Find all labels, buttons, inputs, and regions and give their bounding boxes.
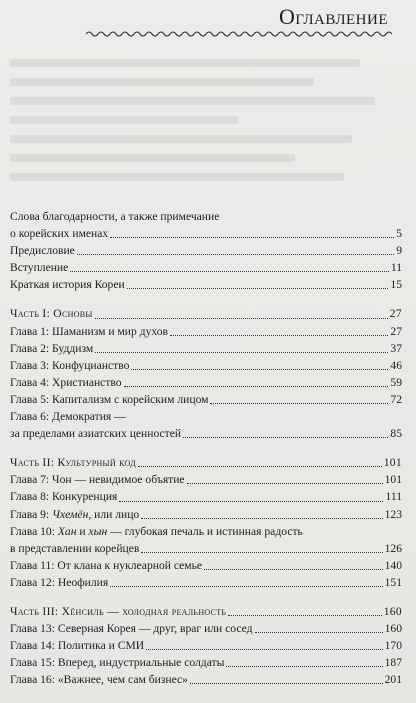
leader-dots xyxy=(110,236,394,238)
leader-dots xyxy=(124,385,389,387)
toc-page-number: 27 xyxy=(389,307,402,321)
toc-title: Вступление xyxy=(10,261,69,275)
leader-dots xyxy=(119,500,383,502)
toc-page-number: 11 xyxy=(390,261,402,275)
toc-entry-ch8 xyxy=(10,488,402,505)
ch10-italic-hyn: хын xyxy=(88,524,108,538)
toc-page-number: 59 xyxy=(390,375,402,389)
toc-entry-history xyxy=(10,276,402,293)
toc-title: Глава 11: От клана к нуклеарной семье xyxy=(10,558,203,572)
toc-ch10-line1 xyxy=(10,523,402,540)
table-of-contents xyxy=(10,208,402,688)
toc-page-number: 126 xyxy=(384,541,402,555)
leader-dots xyxy=(210,402,388,404)
toc-part-2 xyxy=(10,454,402,471)
leader-dots xyxy=(95,351,388,353)
leader-dots xyxy=(255,631,383,633)
ch10-italic-han: Хан xyxy=(57,524,77,538)
toc-entry-ch4 xyxy=(10,374,402,391)
toc-page-number: 5 xyxy=(396,227,402,241)
toc-part-3 xyxy=(10,603,402,620)
show-through-text xyxy=(10,48,390,198)
leader-dots xyxy=(131,368,388,370)
toc-entry-ch1 xyxy=(10,323,402,340)
toc-entry-ch13 xyxy=(10,620,402,637)
ch9-italic-term: Чхемён xyxy=(52,507,89,521)
toc-page-number: 201 xyxy=(384,673,402,687)
toc-entry-ack xyxy=(10,225,402,242)
toc-title: Предисловие xyxy=(10,244,75,258)
leader-dots xyxy=(138,465,382,467)
leader-dots xyxy=(70,270,389,272)
leader-dots xyxy=(95,317,388,319)
toc-entry-ch5 xyxy=(10,391,402,408)
part-title: Часть I: Основы xyxy=(10,307,93,321)
toc-title: Краткая история Кореи xyxy=(10,278,125,292)
leader-dots xyxy=(228,614,381,616)
toc-entry-intro xyxy=(10,259,402,276)
toc-entry-ch10 xyxy=(10,540,402,557)
toc-title: Глава 12: Неофилия xyxy=(10,575,109,589)
toc-title: Глава 16: «Важнее, чем сам бизнес» xyxy=(10,673,188,687)
toc-page-number: 187 xyxy=(384,656,402,670)
toc-page-number: 37 xyxy=(390,341,402,355)
toc-title: Глава 15: Вперед, индустриальные солдаты xyxy=(10,656,225,670)
toc-title: Глава 2: Буддизм xyxy=(10,341,94,355)
leader-dots xyxy=(77,253,394,255)
toc-title: Глава 1: Шаманизм и мир духов xyxy=(10,324,169,338)
toc-title: за пределами азиатских ценностей xyxy=(10,427,182,441)
toc-page-number: 170 xyxy=(384,639,402,653)
leader-dots xyxy=(146,648,382,650)
ch10-rest: — глубокая печаль и истинная радость xyxy=(107,524,303,538)
toc-page-number: 140 xyxy=(384,558,402,572)
decorative-wave-rule xyxy=(86,30,392,38)
leader-dots xyxy=(110,585,382,587)
toc-title: Глава 14: Политика и СМИ xyxy=(10,639,145,653)
toc-page-number: 151 xyxy=(384,575,402,589)
toc-page-number: 27 xyxy=(390,324,402,338)
leader-dots xyxy=(190,682,383,684)
toc-page-number: 123 xyxy=(384,507,402,521)
toc-title: Глава 3: Конфуцианство xyxy=(10,358,130,372)
leader-dots xyxy=(183,436,388,438)
toc-entry-ch12 xyxy=(10,574,402,591)
toc-entry-ch14 xyxy=(10,637,402,654)
toc-title: в представлении корейцев xyxy=(10,541,140,555)
ch10-prefix: Глава 10: xyxy=(10,524,58,538)
leader-dots xyxy=(141,551,382,553)
toc-entry-ch11 xyxy=(10,557,402,574)
leader-dots xyxy=(127,287,389,289)
toc-page-number: 101 xyxy=(383,456,402,470)
toc-entry-ch15 xyxy=(10,654,402,671)
ch9-suffix: , или лицо xyxy=(88,507,140,521)
toc-entry-ch3 xyxy=(10,357,402,374)
leader-dots xyxy=(141,517,382,519)
toc-entry-ch6 xyxy=(10,425,402,442)
page-heading: Оглавление xyxy=(278,4,388,29)
toc-title: Глава 13: Северная Корея — друг, враг или сосед xyxy=(10,622,253,636)
toc-ch6-line1: Глава 6: Демократия — xyxy=(10,410,126,424)
toc-page-number: 101 xyxy=(384,473,402,487)
toc-page-number: 72 xyxy=(390,392,402,406)
leader-dots xyxy=(226,665,382,667)
leader-dots xyxy=(170,334,388,336)
toc-entry-ch7 xyxy=(10,471,402,488)
toc-entry-preface xyxy=(10,242,402,259)
toc-ack-line2: о корейских именах xyxy=(10,227,109,241)
toc-page-number: 160 xyxy=(383,604,402,618)
part-title: Часть III: Хёнсиль — холодная реальность xyxy=(10,604,227,618)
leader-dots xyxy=(187,482,383,484)
toc-entry-ch16 xyxy=(10,671,402,688)
toc-page-number: 160 xyxy=(384,622,402,636)
toc-entry-ch2 xyxy=(10,340,402,357)
toc-part-1 xyxy=(10,305,402,322)
ch9-prefix: Глава 9: xyxy=(10,507,53,521)
part-title: Часть II: Культурный код xyxy=(10,456,136,470)
toc-title: Глава 8: Конкуренция xyxy=(10,490,118,504)
toc-entry-ch9 xyxy=(10,506,402,523)
toc-page-number: 15 xyxy=(390,278,402,292)
toc-page-number: 46 xyxy=(390,358,402,372)
toc-page-number: 111 xyxy=(385,490,402,504)
ch10-mid: и xyxy=(76,524,89,538)
toc-title: Глава 5: Капитализм с корейским лицом xyxy=(10,392,209,406)
leader-dots xyxy=(204,568,383,570)
toc-title: Глава 4: Христианство xyxy=(10,375,122,389)
toc-title: Глава 7: Чон — невидимое объятие xyxy=(10,473,185,487)
toc-ack-line1: Слова благодарности, а также примечание xyxy=(10,210,220,223)
toc-page-number: 9 xyxy=(396,244,402,258)
toc-title xyxy=(10,506,139,523)
toc-page-number: 85 xyxy=(390,427,402,441)
